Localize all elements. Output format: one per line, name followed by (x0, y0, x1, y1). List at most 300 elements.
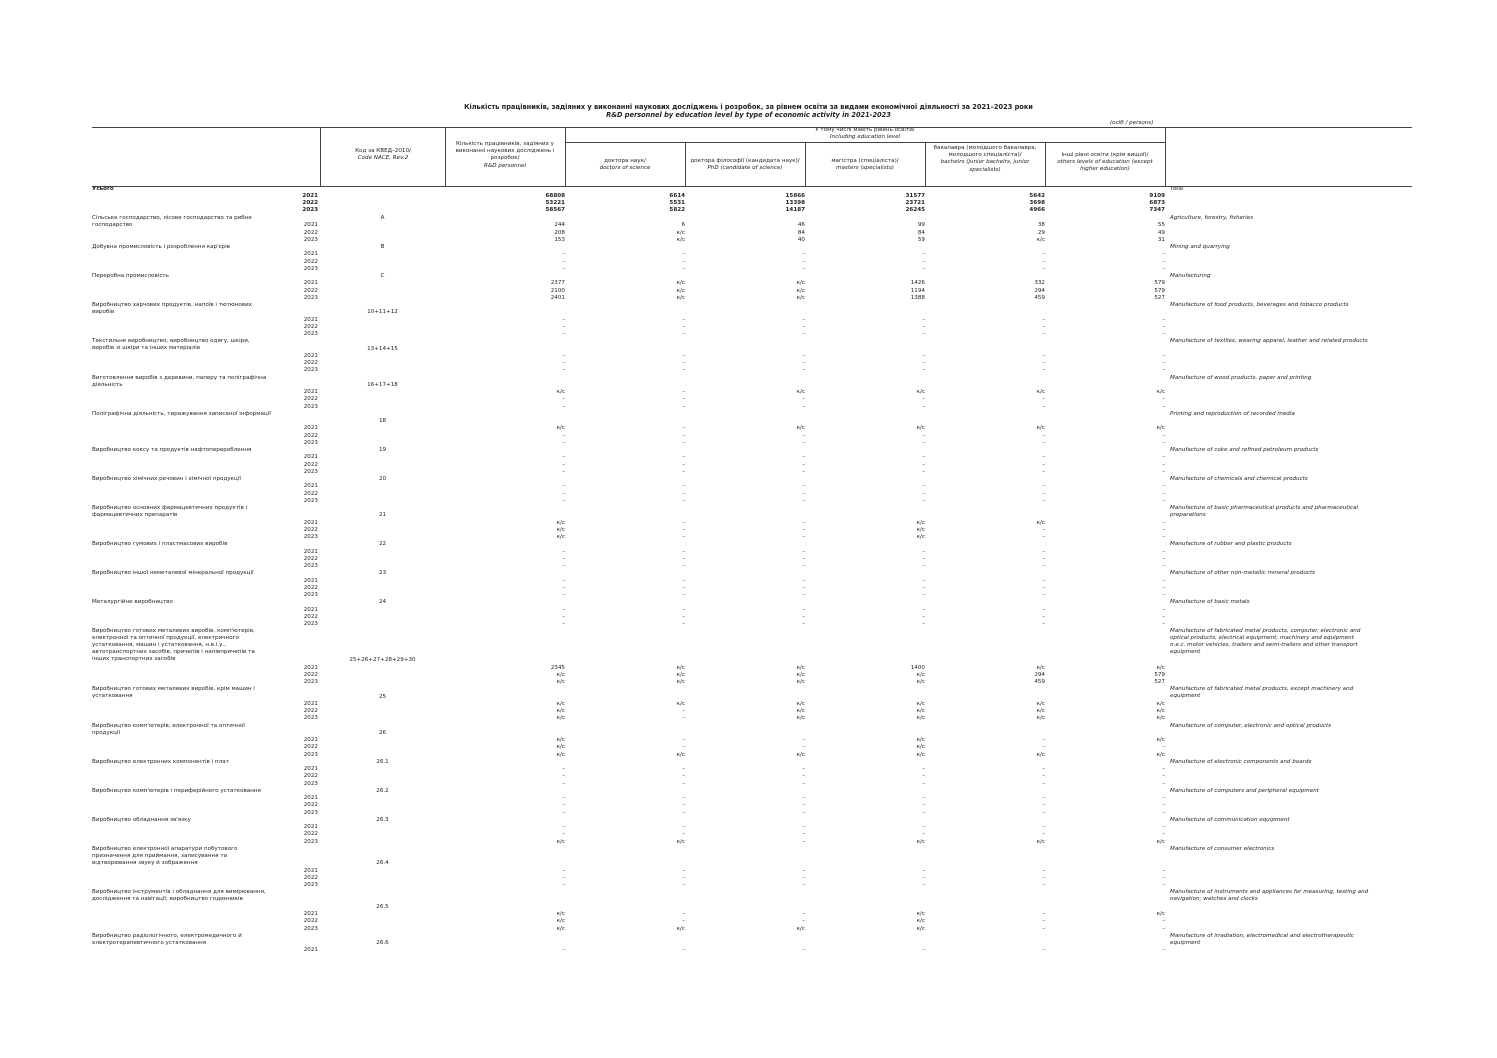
value-cell: – (1042, 396, 1045, 403)
value-cell: – (682, 519, 685, 526)
value-cell: – (1042, 461, 1045, 468)
year-cell: 2023 (303, 439, 318, 446)
year-cell: 2023 (303, 403, 318, 410)
value-cell: – (1162, 396, 1165, 403)
header-divider (445, 127, 446, 186)
value-cell: – (1042, 918, 1045, 925)
section-block (0, 447, 1497, 476)
value-cell: – (682, 737, 685, 743)
value-cell: – (922, 563, 925, 569)
value-cell: – (1042, 584, 1045, 591)
value-cell: к/с (796, 925, 805, 932)
value-cell: – (1042, 323, 1045, 330)
value-cell: – (922, 461, 925, 468)
activity-label-en: Manufacture of fabricated metal products, except machinery and equipment (1170, 686, 1354, 700)
value-cell: 2345 (550, 664, 565, 671)
value-cell: к/с (916, 911, 925, 917)
year-cell: 2022 (303, 323, 318, 330)
year-cell: 2022 (303, 360, 318, 366)
value-cell: к/с (796, 389, 805, 395)
value-cell: 1194 (910, 287, 925, 294)
value-cell: – (682, 831, 685, 838)
value-cell: к/с (1036, 389, 1045, 395)
value-cell: к/с (916, 671, 925, 678)
activity-label-ua: Добувна промисловість і розроблення кар'єрів (92, 244, 231, 250)
value-cell: – (682, 367, 685, 374)
value-cell: – (1042, 737, 1045, 743)
activity-label-ua: Усього (92, 186, 114, 192)
value-cell: – (1162, 606, 1165, 613)
value-cell: – (1042, 454, 1045, 461)
year-cell: 2021 (303, 577, 318, 584)
value-cell: – (1162, 824, 1165, 830)
header-code: Код за КВЕД–2010/ Code NACE, Rev.2 (355, 148, 411, 162)
value-cell: к/с (796, 715, 805, 722)
value-cell: – (802, 613, 805, 620)
value-cell: 99 (917, 222, 925, 229)
value-cell: – (802, 432, 805, 439)
value-cell: – (802, 403, 805, 410)
value-cell: – (922, 831, 925, 838)
value-cell: – (682, 396, 685, 403)
year-cell: 2021 (303, 548, 318, 555)
value-cell: – (562, 468, 565, 475)
activity-label-ua: Виробництво обладнання зв'язку (92, 816, 191, 823)
activity-label-ua: Виробництво харчових продуктів, напоїв і тютюнових виробів (92, 302, 253, 315)
value-cell: к/с (1036, 664, 1045, 671)
value-cell: – (682, 584, 685, 591)
value-cell: – (562, 461, 565, 468)
value-cell: – (1042, 432, 1045, 439)
activity-label-ua: Переробна промисловість (92, 273, 169, 279)
value-cell: – (682, 824, 685, 830)
value-cell: – (802, 577, 805, 584)
section-block (0, 541, 1497, 570)
value-cell: – (682, 251, 685, 258)
section-block (0, 628, 1497, 686)
value-cell: 5642 (1029, 192, 1045, 199)
activity-label-ua: Виробництво комп'ютерів, електронної та оптичної продукції (92, 722, 245, 736)
value-cell: 579 (1154, 287, 1165, 294)
value-cell: – (1162, 621, 1165, 627)
nace-code: 25 (378, 693, 387, 700)
value-cell: – (1042, 766, 1045, 772)
value-cell: к/с (1156, 838, 1165, 845)
value-cell: к/с (916, 925, 925, 932)
value-cell: к/с (676, 925, 685, 932)
value-cell: – (1042, 780, 1045, 787)
value-cell: – (922, 483, 925, 490)
value-cell: – (1162, 925, 1165, 932)
value-cell: – (1162, 563, 1165, 569)
value-cell: – (562, 497, 565, 504)
activity-label-en: Agriculture, forestry, fisheries (1170, 215, 1254, 221)
year-cell: 2021 (303, 280, 318, 287)
header-bachelors: бакалавра (молодшого бакалавра, молодшого спеціаліста)/ bachelrs (junior bachelrs, junior specialists) (933, 145, 1037, 173)
activity-label-en: Manufacture of fabricated metal products, computer, electronic and optical products, electrical equipment, machinery and equipment n.e.c. motor vehicles, trailers and semi-trailers and other transport equipment (1170, 628, 1361, 656)
value-cell: – (682, 454, 685, 461)
activity-label-ua: Металургійне виробництво (92, 599, 173, 606)
header-divider (1165, 127, 1166, 186)
section-block (0, 759, 1497, 788)
year-cell: 2022 (303, 287, 318, 294)
value-cell: к/с (676, 664, 685, 671)
section-block (0, 817, 1497, 846)
value-cell: – (802, 468, 805, 475)
value-cell: – (562, 809, 565, 816)
value-cell: – (1042, 403, 1045, 410)
value-cell: 579 (1154, 280, 1165, 287)
value-cell: 6873 (1149, 199, 1165, 206)
value-cell: – (562, 874, 565, 881)
activity-label-ua: Виробництво електронної апаратури побутового призначення для приймання, записування та відтворювання звуку й зображення (92, 845, 238, 866)
value-cell: – (802, 497, 805, 504)
value-cell: 5531 (669, 199, 685, 206)
value-cell: – (682, 606, 685, 613)
value-cell: – (802, 824, 805, 830)
value-cell: – (1162, 352, 1165, 359)
value-cell: – (802, 490, 805, 497)
activity-label-ua: Виробництво комп'ютерів і периферійного устатковання (92, 787, 261, 794)
value-cell: 294 (1034, 671, 1045, 678)
value-cell: – (922, 882, 925, 888)
year-cell: 2023 (303, 715, 318, 722)
activity-label-en: Manufacture of computers and peripheral equipment (1170, 787, 1319, 794)
section-block (0, 686, 1497, 722)
value-cell: – (682, 490, 685, 497)
value-cell: 13398 (785, 199, 805, 206)
value-cell: к/с (916, 737, 925, 743)
value-cell: к/с (796, 280, 805, 287)
value-cell: 579 (1154, 671, 1165, 678)
value-cell: – (922, 874, 925, 881)
value-cell: – (562, 265, 565, 272)
value-cell: к/с (1036, 708, 1045, 714)
value-cell: – (1162, 483, 1165, 490)
section-block (0, 505, 1497, 541)
value-cell: – (1162, 519, 1165, 526)
section-block (0, 889, 1497, 933)
value-cell: – (562, 403, 565, 410)
section-block (0, 933, 1497, 955)
value-cell: – (682, 773, 685, 780)
activity-label-ua: Текстильне виробництво, виробництво одягу, шкіри, виробів зі шкіри та інших матеріалів (92, 338, 250, 352)
activity-label-ua: Виробництво готових металевих виробів, комп'ютерів, електронної та оптичної продукції, електричного устатковання, машин і устатковання, н.в.і.у., автотранспортних засобів, причепів і напівпричепів та інших транспортних засобів (92, 628, 255, 663)
header-masters: магістра (спеціаліста)/ masters (specialists) (831, 158, 899, 172)
value-cell: – (922, 251, 925, 258)
value-cell: – (682, 918, 685, 925)
value-cell: 5822 (669, 207, 685, 214)
value-cell: – (682, 766, 685, 772)
year-cell: 2023 (303, 367, 318, 374)
header-divider (565, 127, 566, 186)
year-cell: 2023 (303, 563, 318, 569)
activity-label-en: Manufacture of communication equipment (1170, 816, 1290, 823)
value-cell: – (682, 323, 685, 330)
section-block (0, 244, 1497, 273)
value-cell: 1426 (910, 280, 925, 287)
value-cell: – (562, 795, 565, 801)
value-cell: – (1162, 454, 1165, 461)
value-cell: – (1042, 577, 1045, 584)
header-divider (320, 127, 321, 186)
year-cell: 2021 (302, 192, 318, 199)
value-cell: 26245 (905, 207, 925, 214)
value-cell: – (1042, 592, 1045, 598)
value-cell: к/с (916, 751, 925, 758)
value-cell: – (802, 251, 805, 258)
value-cell: 23721 (905, 199, 925, 206)
value-cell: – (1162, 367, 1165, 374)
year-cell: 2021 (303, 519, 318, 526)
header-including: У тому числі мають рівень освіти/ Including education level (815, 127, 915, 141)
year-cell: 2022 (303, 802, 318, 809)
activity-label-ua: Поліграфічна діяльність, тиражування записаної інформації (92, 410, 271, 417)
value-cell: – (922, 555, 925, 562)
value-cell: – (802, 563, 805, 569)
value-cell: – (802, 367, 805, 374)
value-cell: – (802, 918, 805, 925)
value-cell: – (562, 352, 565, 359)
value-cell: к/с (556, 744, 565, 751)
value-cell: 332 (1034, 280, 1045, 287)
value-cell: 527 (1154, 679, 1165, 685)
value-cell: 2100 (550, 287, 565, 294)
value-cell: – (682, 795, 685, 801)
value-cell: – (1042, 911, 1045, 917)
value-cell: – (922, 490, 925, 497)
value-cell: к/с (1156, 664, 1165, 671)
activity-label-en: Manufacture of rubber and plastic products (1170, 541, 1292, 548)
value-cell: – (802, 606, 805, 613)
year-cell: 2021 (303, 454, 318, 461)
value-cell: – (1042, 331, 1045, 337)
value-cell: – (1042, 367, 1045, 374)
value-cell: – (682, 258, 685, 265)
activity-label-en: Printing and reproduction of recorded media (1170, 410, 1295, 417)
value-cell: – (1162, 766, 1165, 772)
value-cell: – (1042, 744, 1045, 751)
value-cell: к/с (796, 679, 805, 685)
value-cell: – (1162, 780, 1165, 787)
nace-code: 13+14+15 (367, 345, 398, 352)
value-cell: 1388 (910, 294, 925, 301)
value-cell: – (562, 773, 565, 780)
value-cell: – (1162, 439, 1165, 446)
value-cell: – (1042, 316, 1045, 323)
nace-code: 26.2 (376, 787, 389, 794)
value-cell: к/с (556, 526, 565, 533)
value-cell: – (682, 548, 685, 555)
value-cell: – (1162, 265, 1165, 272)
value-cell: – (1162, 613, 1165, 620)
value-cell: – (922, 403, 925, 410)
nace-code: 26.5 (376, 903, 389, 910)
value-cell: к/с (796, 294, 805, 301)
value-cell: – (922, 795, 925, 801)
value-cell: к/с (1036, 715, 1045, 722)
year-cell: 2021 (303, 389, 318, 395)
year-cell: 2022 (302, 199, 318, 206)
value-cell: – (802, 519, 805, 526)
value-cell: к/с (676, 229, 685, 236)
value-cell: к/с (556, 925, 565, 932)
value-cell: – (682, 461, 685, 468)
section-block (0, 186, 1497, 215)
value-cell: к/с (916, 389, 925, 395)
value-cell: – (802, 454, 805, 461)
value-cell: – (682, 613, 685, 620)
year-cell: 2021 (303, 947, 318, 954)
value-cell: – (1162, 258, 1165, 265)
value-cell: 2377 (550, 280, 565, 287)
year-cell: 2021 (303, 867, 318, 874)
value-cell: 84 (917, 229, 925, 236)
value-cell: – (1162, 867, 1165, 874)
nace-code: B (380, 244, 385, 250)
value-cell: – (1042, 526, 1045, 533)
value-cell: 459 (1034, 679, 1045, 685)
value-cell: – (1042, 606, 1045, 613)
year-cell: 2021 (303, 795, 318, 801)
year-cell: 2023 (303, 592, 318, 598)
value-cell: к/с (796, 708, 805, 714)
activity-label-en: Manufacturing (1170, 273, 1211, 279)
value-cell: – (802, 773, 805, 780)
value-cell: к/с (556, 679, 565, 685)
value-cell: 6614 (669, 192, 685, 199)
year-cell: 2021 (303, 737, 318, 743)
value-cell: – (802, 526, 805, 533)
section-block (0, 273, 1497, 302)
value-cell: 40 (797, 236, 805, 243)
year-cell: 2023 (303, 294, 318, 301)
value-cell: – (1042, 613, 1045, 620)
value-cell: – (802, 331, 805, 337)
value-cell: – (1042, 439, 1045, 446)
section-block (0, 570, 1497, 599)
header-phd: доктора філософії (кандидата наук)/ PhD (candidate of science) (690, 158, 800, 172)
header-divider (925, 142, 926, 186)
value-cell: – (1042, 534, 1045, 540)
value-cell: – (802, 258, 805, 265)
year-cell: 2022 (303, 396, 318, 403)
value-cell: к/с (676, 679, 685, 685)
value-cell: – (802, 555, 805, 562)
value-cell: к/с (796, 751, 805, 758)
value-cell: – (682, 577, 685, 584)
year-cell: 2022 (303, 584, 318, 591)
value-cell: – (922, 824, 925, 830)
value-cell: – (1042, 831, 1045, 838)
value-cell: к/с (676, 280, 685, 287)
value-cell: – (1042, 773, 1045, 780)
section-block (0, 411, 1497, 447)
value-cell: к/с (1156, 389, 1165, 395)
value-cell: к/с (676, 236, 685, 243)
value-cell: к/с (556, 751, 565, 758)
value-cell: – (922, 323, 925, 330)
year-cell: 2023 (303, 534, 318, 540)
value-cell: к/с (1036, 700, 1045, 707)
value-cell: – (922, 947, 925, 954)
value-cell: – (802, 352, 805, 359)
value-cell: 9109 (1149, 192, 1165, 199)
header-mid-rule (565, 142, 1165, 143)
activity-label-en: Manufacture of chemicals and chemical products (1170, 476, 1308, 482)
value-cell: к/с (916, 838, 925, 845)
value-cell: к/с (1156, 700, 1165, 707)
year-cell: 2023 (303, 468, 318, 475)
value-cell: 53221 (545, 199, 565, 206)
value-cell: к/с (1156, 911, 1165, 917)
header-divider (685, 142, 686, 186)
value-cell: – (1162, 744, 1165, 751)
value-cell: к/с (1036, 751, 1045, 758)
value-cell: – (682, 468, 685, 475)
value-cell: – (922, 468, 925, 475)
value-cell: – (562, 258, 565, 265)
value-cell: – (922, 802, 925, 809)
value-cell: – (682, 882, 685, 888)
value-cell: – (562, 882, 565, 888)
value-cell: – (802, 874, 805, 881)
value-cell: к/с (556, 708, 565, 714)
value-cell: к/с (556, 534, 565, 540)
nace-code: 18 (378, 418, 387, 424)
value-cell: 14187 (785, 207, 805, 214)
section-block (0, 846, 1497, 890)
value-cell: к/с (796, 287, 805, 294)
value-cell: к/с (556, 838, 565, 845)
value-cell: – (802, 323, 805, 330)
value-cell: – (922, 439, 925, 446)
value-cell: – (562, 584, 565, 591)
year-cell: 2022 (303, 490, 318, 497)
value-cell: – (562, 802, 565, 809)
value-cell: – (562, 367, 565, 374)
value-cell: – (1162, 251, 1165, 258)
nace-code: A (380, 215, 385, 221)
value-cell: к/с (1036, 425, 1045, 432)
value-cell: – (562, 490, 565, 497)
value-cell: к/с (556, 389, 565, 395)
value-cell: к/с (796, 700, 805, 707)
value-cell: – (1162, 809, 1165, 816)
value-cell: – (1042, 874, 1045, 881)
value-cell: – (802, 744, 805, 751)
activity-label-en: Manufacture of textiles, wearing apparel, leather and related products (1170, 338, 1368, 345)
year-cell: 2022 (303, 831, 318, 838)
value-cell: – (1042, 548, 1045, 555)
activity-label-en: Manufacture of electronic components and boards (1170, 758, 1312, 765)
value-cell: 15866 (785, 192, 805, 199)
value-cell: – (1042, 265, 1045, 272)
value-cell: – (1162, 360, 1165, 366)
value-cell: – (1162, 548, 1165, 555)
value-cell: к/с (916, 708, 925, 714)
value-cell: – (1162, 795, 1165, 801)
value-cell: – (1042, 468, 1045, 475)
value-cell: – (922, 432, 925, 439)
year-cell: 2022 (303, 526, 318, 533)
year-cell: 2022 (303, 918, 318, 925)
value-cell: – (802, 766, 805, 772)
year-cell: 2021 (303, 664, 318, 671)
value-cell: – (922, 809, 925, 816)
value-cell: – (1162, 432, 1165, 439)
year-cell: 2022 (303, 229, 318, 236)
